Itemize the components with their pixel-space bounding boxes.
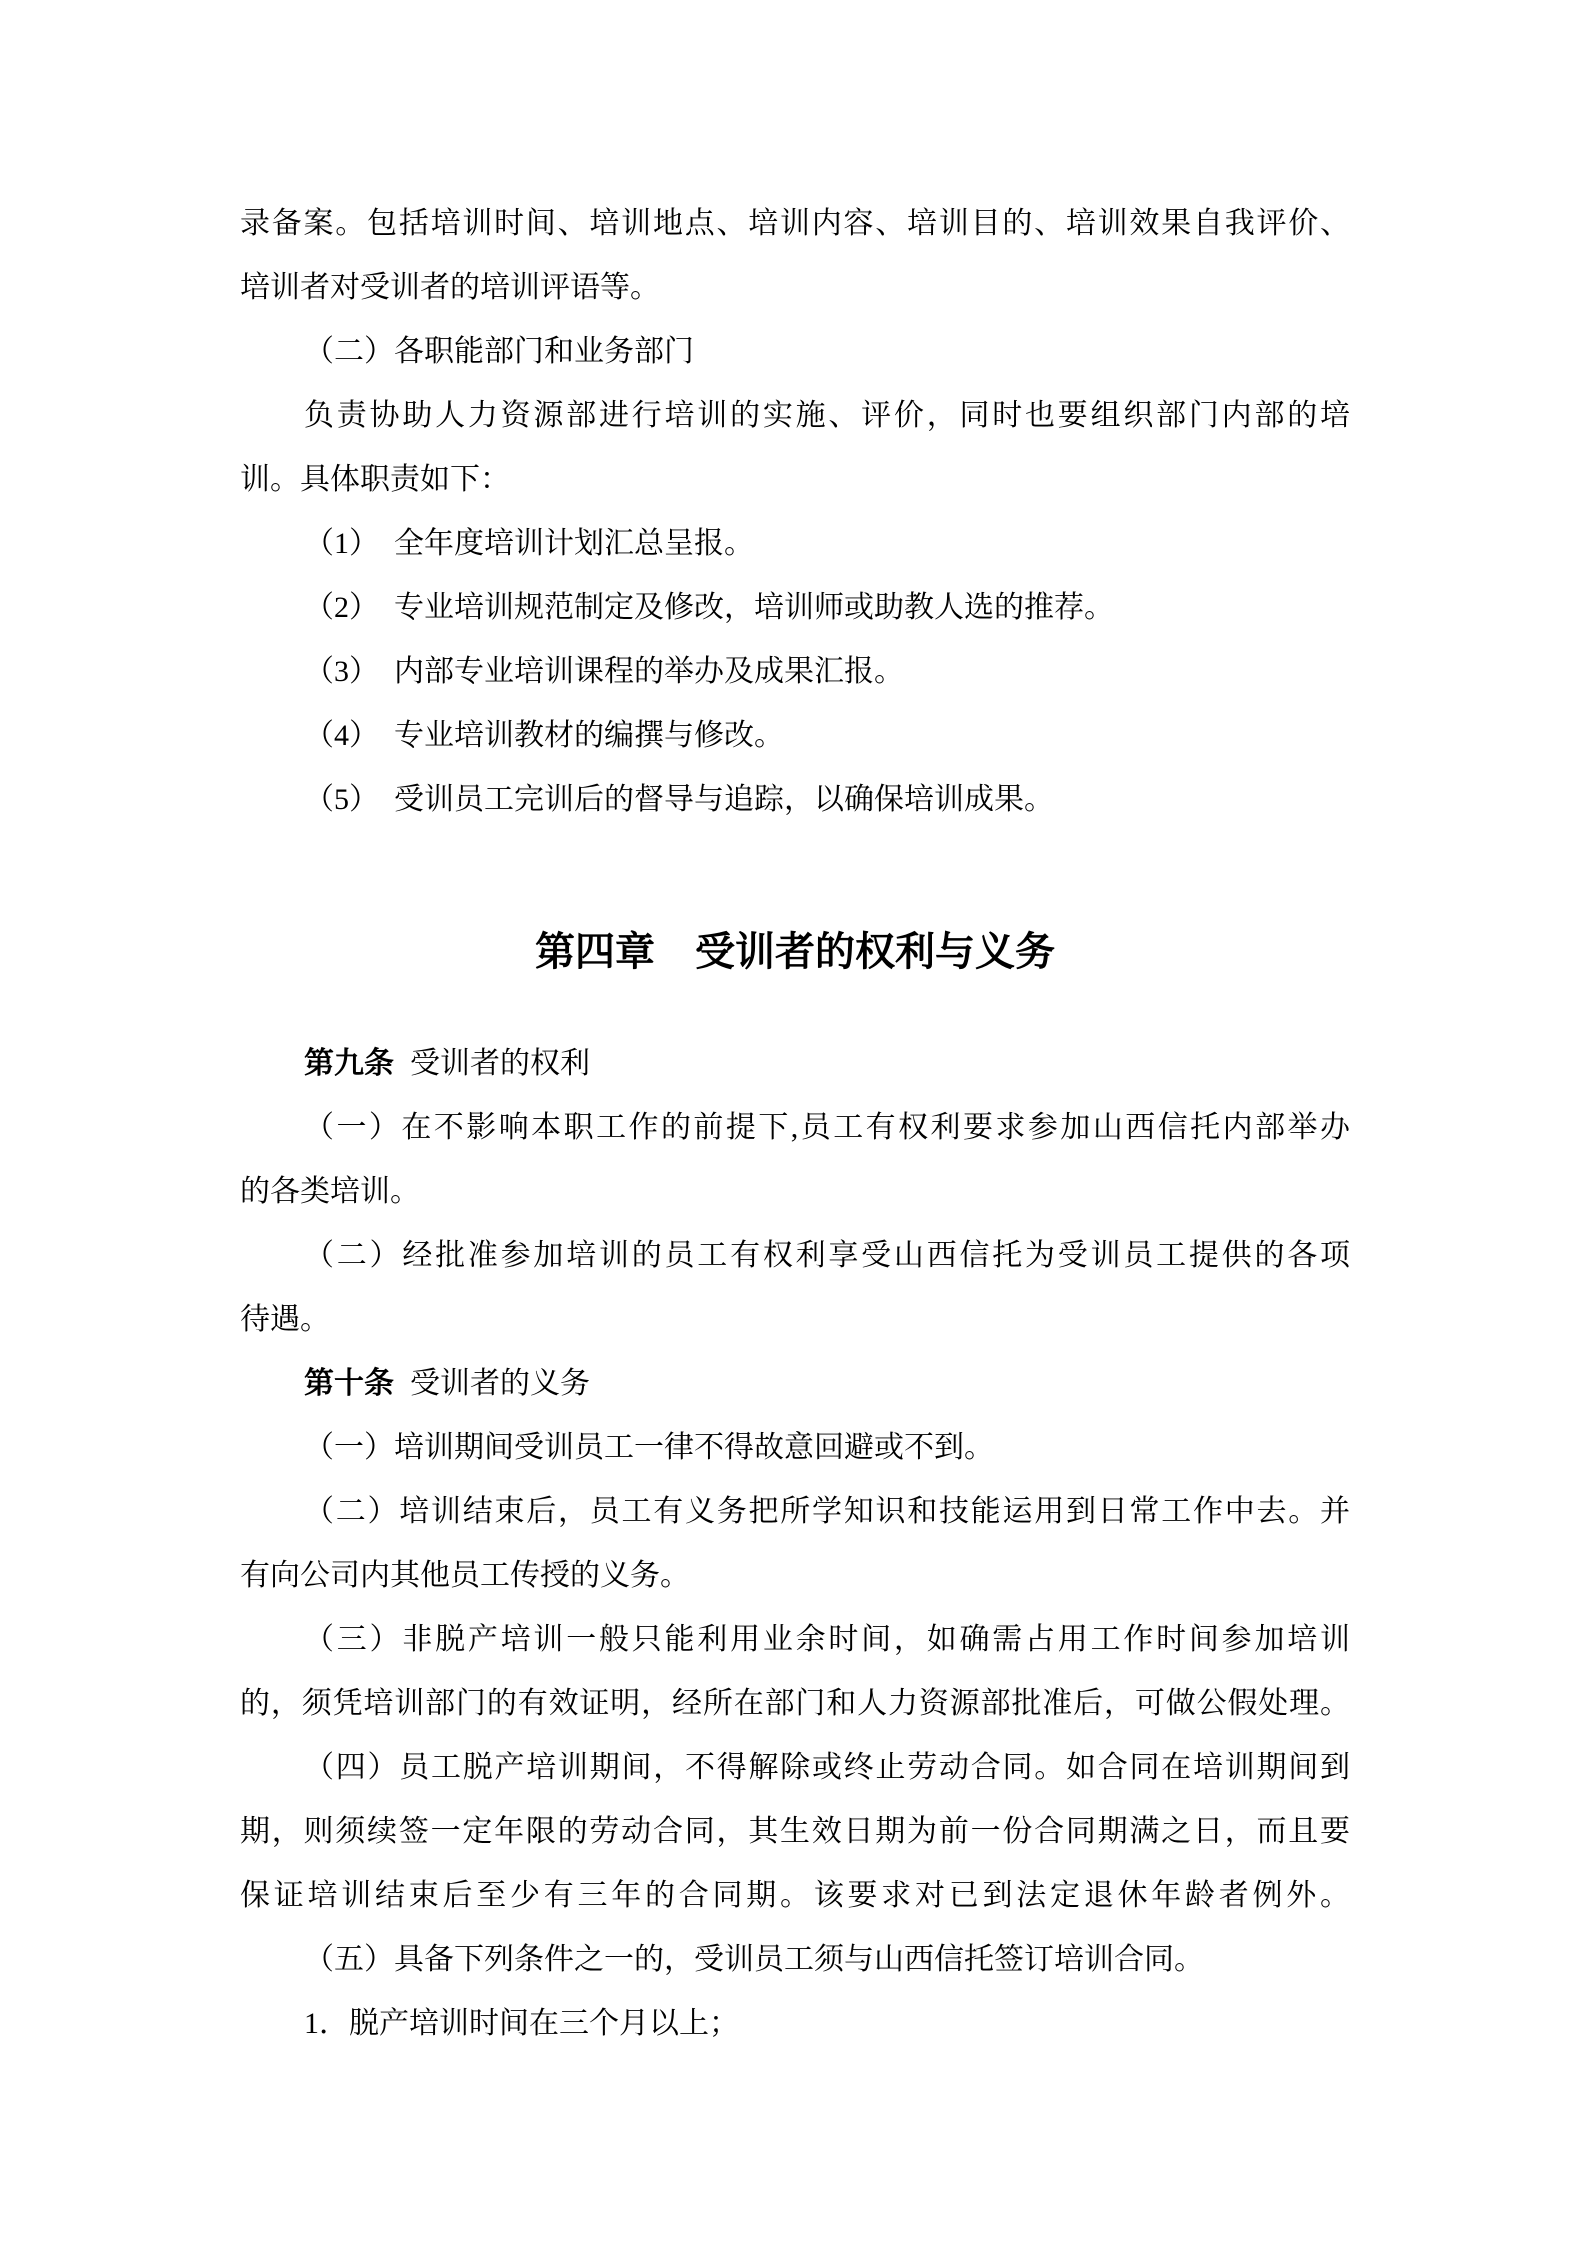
text-line: （5） 受训员工完训后的督导与追踪，以确保培训成果。 (304, 783, 1054, 816)
article-label: 第十条 (304, 1367, 394, 1400)
text-line: 保证培训结束后至少有三年的合同期。该要求对已到法定退休年龄者例外。 (240, 1879, 1350, 1912)
article-label: 第九条 (304, 1047, 394, 1080)
article-title: 受训者的义务 (410, 1367, 590, 1400)
text-line: 负责协助人力资源部进行培训的实施、评价，同时也要组织部门内部的培 (304, 399, 1350, 432)
text-line: 录备案。包括培训时间、培训地点、培训内容、培训目的、培训效果自我评价、 (240, 207, 1350, 240)
chapter-heading: 第四章 受训者的权利与义务 (535, 930, 1055, 974)
text-line: 期，则须续签一定年限的劳动合同，其生效日期为前一份合同期满之日，而且要 (240, 1815, 1350, 1848)
article-line (240, 1352, 1350, 1416)
text-line: 待遇。 (240, 1303, 330, 1336)
text-line: 1．脱产培训时间在三个月以上； (304, 2007, 739, 2040)
text-line: 的，须凭培训部门的有效证明，经所在部门和人力资源部批准后，可做公假处理。 (240, 1687, 1350, 1720)
article-line (240, 1032, 1350, 1096)
text-line: （一）在不影响本职工作的前提下,员工有权利要求参加山西信托内部举办 (304, 1111, 1350, 1144)
text-line: （二）经批准参加培训的员工有权利享受山西信托为受训员工提供的各项 (304, 1239, 1350, 1272)
text-line: 培训者对受训者的培训评语等。 (240, 271, 660, 304)
text-line: （2） 专业培训规范制定及修改，培训师或助教人选的推荐。 (304, 591, 1114, 624)
text-line: 训。具体职责如下： (240, 463, 510, 496)
text-line: 有向公司内其他员工传授的义务。 (240, 1559, 690, 1592)
text-line: （五）具备下列条件之一的，受训员工须与山西信托签订培训合同。 (304, 1943, 1204, 1976)
text-line: （4） 专业培训教材的编撰与修改。 (304, 719, 784, 752)
text-line: （四）员工脱产培训期间，不得解除或终止劳动合同。如合同在培训期间到 (304, 1751, 1350, 1784)
text-line: （1） 全年度培训计划汇总呈报。 (304, 527, 754, 560)
text-line: （3） 内部专业培训课程的举办及成果汇报。 (304, 655, 904, 688)
text-line: （三）非脱产培训一般只能利用业余时间，如确需占用工作时间参加培训 (304, 1623, 1350, 1656)
text-line: （二）培训结束后，员工有义务把所学知识和技能运用到日常工作中去。并 (304, 1495, 1350, 1528)
document-body (240, 192, 1350, 2056)
text-line: 的各类培训。 (240, 1175, 420, 1208)
text-line: （二）各职能部门和业务部门 (304, 335, 694, 368)
article-title: 受训者的权利 (410, 1047, 590, 1080)
text-line: （一）培训期间受训员工一律不得故意回避或不到。 (304, 1431, 994, 1464)
